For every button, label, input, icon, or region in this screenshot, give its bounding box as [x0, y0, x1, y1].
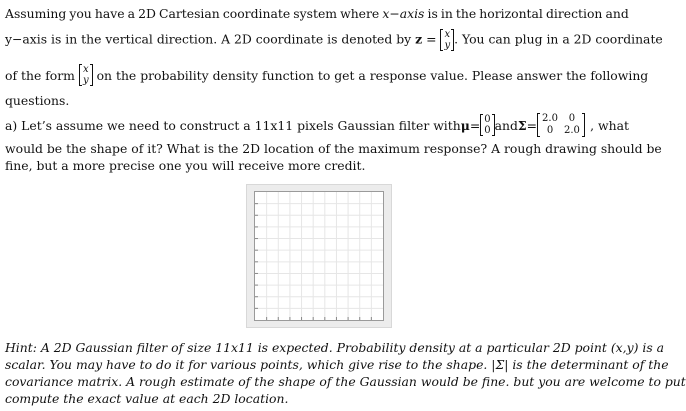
- word: system: [293, 6, 338, 21]
- intro-line-2: [5, 29, 663, 51]
- mu-value: 0: [484, 114, 491, 125]
- mu-vector: [480, 114, 494, 136]
- intro-line-1: [5, 6, 629, 21]
- mu-value: 0: [484, 125, 491, 136]
- intro-text: y−axis is in the vertical direction. A 2D coordinate is denoted by: [5, 31, 416, 47]
- vector-x: x: [82, 64, 89, 75]
- vector-y: y: [82, 75, 89, 86]
- vector-x: x: [444, 29, 451, 40]
- grid-lines: [255, 192, 383, 320]
- sigma-matrix: [537, 113, 585, 137]
- word: the: [455, 6, 477, 21]
- and-text: and: [494, 117, 518, 133]
- question-a-line-3: fine, but a more precise one you will receive more credit.: [5, 158, 366, 173]
- sigma-value: 0: [568, 113, 576, 124]
- sigma-value: 2.0: [563, 125, 580, 136]
- word: Cartesian: [158, 6, 220, 21]
- question-text: a) Let’s assume we need to construct a 11x11 pixels Gaussian filter with: [5, 117, 461, 133]
- question-a-line-1: [5, 113, 629, 137]
- intro-line-4: questions.: [5, 93, 70, 108]
- xy-vector: [79, 64, 93, 86]
- intro-text: . You can plug in a 2D coordinate: [454, 31, 663, 47]
- word: x−axis: [382, 6, 425, 21]
- hint-line-4: compute the exact value at each 2D location.: [5, 391, 289, 406]
- mu-symbol: μ: [460, 117, 470, 133]
- equals: =: [526, 117, 538, 133]
- word: coordinate: [222, 6, 291, 21]
- word: direction: [545, 6, 603, 21]
- drawing-grid[interactable]: [254, 191, 384, 321]
- word: have: [94, 6, 125, 21]
- word: you: [69, 6, 92, 21]
- z-vector: [440, 29, 454, 51]
- word: in: [440, 6, 453, 21]
- sigma-value: 0: [546, 125, 554, 136]
- word: 2D: [138, 6, 156, 21]
- intro-text: of the form: [5, 67, 75, 83]
- sigma-symbol: Σ: [517, 117, 527, 133]
- equals: =: [422, 31, 441, 47]
- intro-text: on the probability density function to get a response value. Please answer the following: [96, 67, 649, 83]
- word: is: [427, 6, 438, 21]
- hint-line-3: covariance matrix. A rough estimate of the shape of the Gaussian would be fine. but you are welcome to put: [5, 374, 686, 389]
- drawing-grid-panel: [246, 184, 392, 328]
- word: horizontal: [479, 6, 543, 21]
- question-text: , what: [590, 117, 629, 133]
- hint-line-2: scalar. You may have to do it for various points, which give rise to the shape. |Σ| is the determinant of the: [5, 357, 669, 372]
- word: Assuming: [5, 6, 67, 21]
- sigma-value: 2.0: [542, 113, 558, 124]
- hint-line-1: Hint: A 2D Gaussian filter of size 11x11 is expected. Probability density at a particular 2D point (x,y) is a: [5, 340, 665, 355]
- vector-y: y: [444, 40, 451, 51]
- question-a-line-2: would be the shape of it? What is the 2D location of the maximum response? A rough drawing should be: [5, 141, 662, 156]
- word: a: [127, 6, 136, 21]
- word: where: [340, 6, 380, 21]
- equals: =: [469, 117, 481, 133]
- z-symbol: z: [415, 31, 423, 47]
- word: and: [605, 6, 629, 21]
- intro-line-3: [5, 64, 649, 86]
